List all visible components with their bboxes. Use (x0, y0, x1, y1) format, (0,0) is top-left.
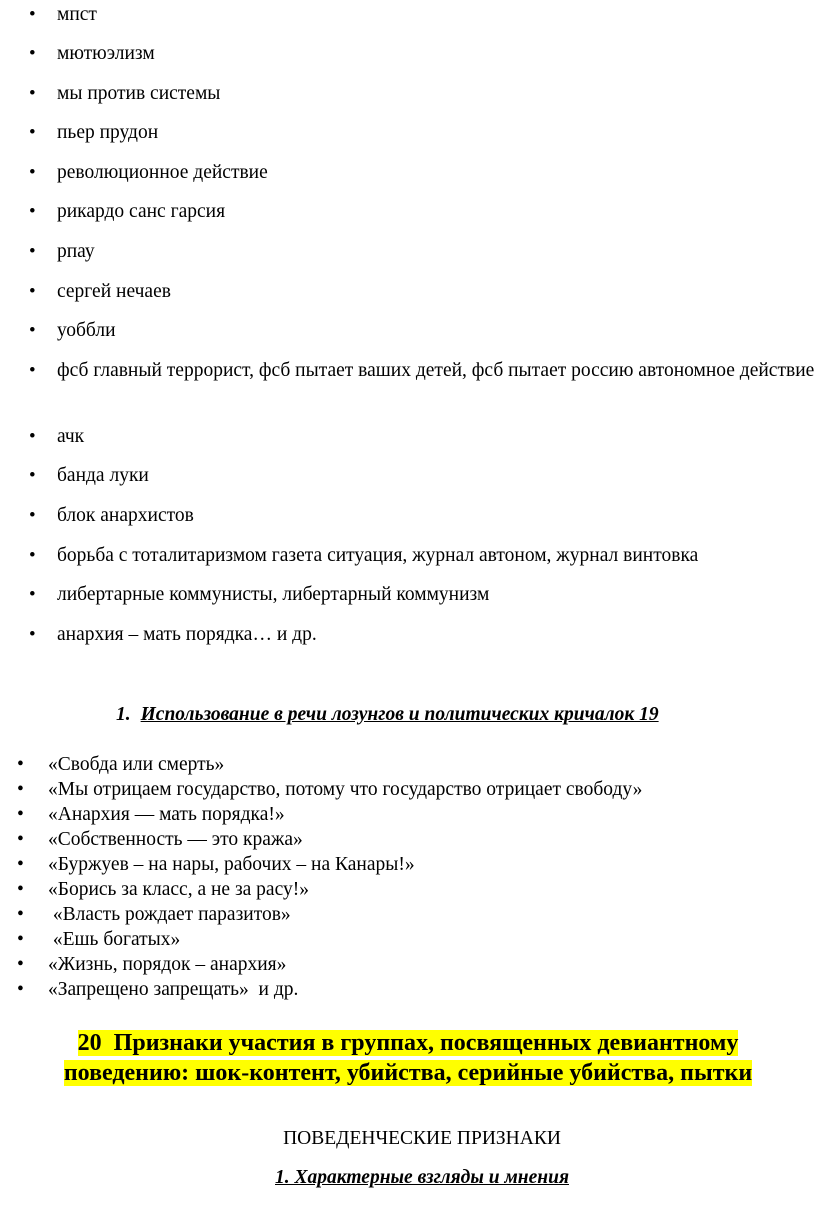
list-item-text: «Борись за класс, а не за расу!» (48, 879, 309, 900)
list-item (17, 902, 291, 927)
list-item-text: мютюэлизм (57, 43, 155, 64)
bullet-icon: • (29, 43, 36, 64)
list-item-text: фсб главный террорист, фсб пытает ваших детей, фсб пытает россию автономное действие (57, 360, 815, 381)
bullet-icon: • (29, 465, 36, 486)
list-item (29, 120, 816, 145)
list-item-text: сергей нечаев (57, 281, 171, 302)
bullet-icon: • (29, 505, 36, 526)
list-item-text: анархия – мать порядка… и др. (57, 624, 317, 645)
list-item (29, 81, 816, 106)
list-item (17, 952, 287, 977)
list-item (17, 877, 309, 902)
bullet-icon: • (17, 829, 24, 850)
bullet-icon: • (29, 545, 36, 566)
list-item-text: «Ешь богатых» (48, 929, 181, 950)
list-item-text: рпау (57, 241, 95, 262)
list-item (29, 41, 816, 66)
bullet-icon: • (17, 854, 24, 875)
list-item-text: банда луки (57, 465, 149, 486)
list-item (17, 977, 299, 1002)
list-item-text: «Жизнь, порядок – анархия» (48, 954, 287, 975)
list-item-text: пьер прудон (57, 122, 159, 143)
section-title: Использование в речи лозунгов и политических кричалок 19 (140, 704, 659, 725)
bullet-icon: • (29, 241, 36, 262)
bullet-icon: • (29, 162, 36, 183)
highlighted-heading-line: 20 Признаки участия в группах, посвященных девиантному (77, 1030, 739, 1056)
list-item-text: «Власть рождает паразитов» (48, 904, 291, 925)
list-item-text: «Анархия — мать порядка!» (48, 804, 285, 825)
list-item-text: «Буржуев – на нары, рабочих – на Канары!» (48, 854, 415, 875)
list-item-text: рикардо санс гарсия (57, 201, 226, 222)
list-item-text: борьба с тоталитаризмом газета ситуация, журнал автоном, журнал винтовка (57, 545, 699, 566)
list-item (29, 239, 816, 264)
bullet-icon: • (29, 4, 36, 25)
list-item (29, 543, 816, 568)
bullet-icon: • (17, 929, 24, 950)
list-item (29, 2, 816, 27)
list-item (17, 827, 303, 852)
views-opinions-heading: 1. Характерные взгляды и мнения (275, 1167, 569, 1188)
list-item-text: революционное действие (57, 162, 268, 183)
list-item (29, 279, 816, 304)
list-item (17, 752, 225, 777)
section-number: 1. (116, 704, 131, 725)
list-item-text: ачк (57, 426, 85, 447)
bullet-icon: • (17, 904, 24, 925)
bullet-icon: • (17, 754, 24, 775)
list-item (29, 463, 816, 488)
list-item (29, 358, 816, 383)
list-item (17, 927, 181, 952)
behavioral-signs-heading: ПОВЕДЕНЧЕСКИЕ ПРИЗНАКИ (283, 1128, 561, 1149)
bullet-icon: • (17, 879, 24, 900)
bullet-icon: • (29, 83, 36, 104)
list-item-text: уоббли (57, 320, 116, 341)
list-item (29, 199, 816, 224)
list-item (29, 424, 816, 449)
list-item (29, 622, 816, 647)
bullet-icon: • (29, 360, 36, 381)
section-heading-deviant (0, 1028, 816, 1088)
bullet-icon: • (29, 584, 36, 605)
list-item-text: мы против системы (57, 83, 221, 104)
section-heading-slogans (116, 702, 659, 728)
bullet-icon: • (29, 281, 36, 302)
bullet-icon: • (17, 779, 24, 800)
list-item (29, 582, 816, 607)
bullet-icon: • (29, 426, 36, 447)
list-item-text: «Мы отрицаем государство, потому что государство отрицает свободу» (48, 779, 643, 800)
bullet-icon: • (17, 954, 24, 975)
bullet-icon: • (29, 122, 36, 143)
list-item (29, 503, 816, 528)
bullet-icon: • (29, 624, 36, 645)
highlighted-heading-line: поведению: шок-контент, убийства, серийные убийства, пытки (63, 1060, 753, 1086)
list-item-text: «Свобда или смерть» (48, 754, 225, 775)
list-item-text: мпст (57, 4, 97, 25)
bullet-icon: • (17, 979, 24, 1000)
list-item (29, 160, 816, 185)
list-item (17, 777, 643, 802)
bullet-icon: • (17, 804, 24, 825)
list-item (29, 318, 816, 343)
list-item (17, 802, 285, 827)
bullet-icon: • (29, 201, 36, 222)
list-item (17, 852, 415, 877)
bullet-icon: • (29, 320, 36, 341)
list-item-text: «Запрещено запрещать» и др. (48, 979, 299, 1000)
list-item-text: «Собственность — это кража» (48, 829, 303, 850)
list-item-text: блок анархистов (57, 505, 194, 526)
list-item-text: либертарные коммунисты, либертарный коммунизм (57, 584, 490, 605)
